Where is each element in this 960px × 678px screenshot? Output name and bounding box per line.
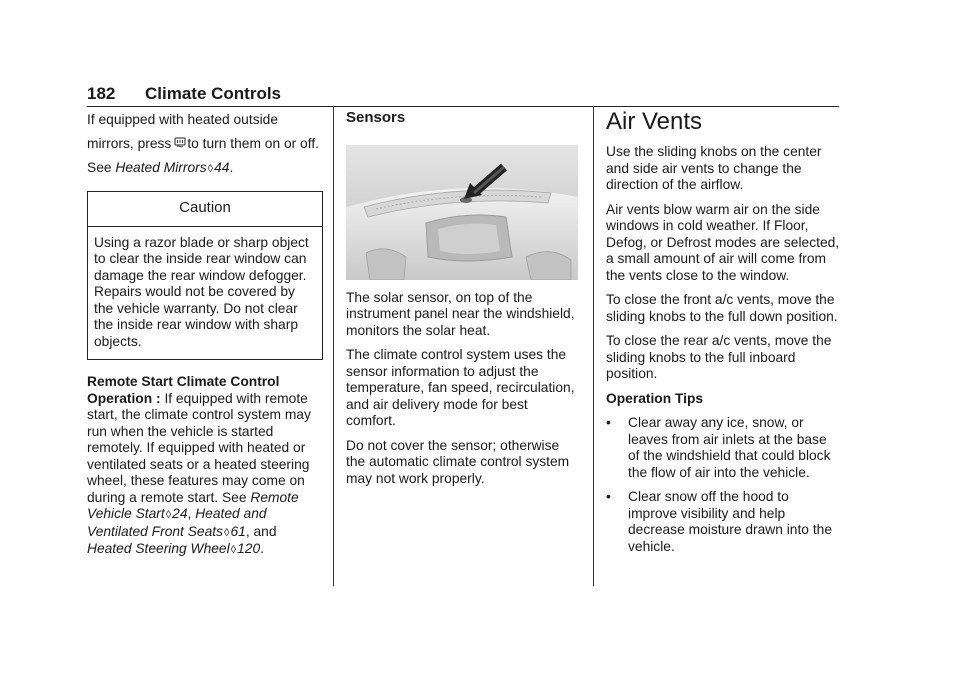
bullet-glyph: • (606, 489, 611, 504)
column-right (606, 108, 840, 563)
column-divider-left (333, 106, 334, 586)
page-ref-arrow: ◊ (207, 163, 214, 175)
page-ref-44[interactable]: 44 (214, 160, 230, 175)
caution-text: Using a razor blade or sharp object to clear the inside rear window can damage the rear window defogger. Repairs would not be covered by the vehicle warranty. Do not clear the inside rear window with sharp objects. (94, 234, 309, 349)
air-vents-paragraph-2: Air vents blow warm air on the side windows in cold weather. If Floor, Defog, or Defrost modes are selected, a small amount of air will come from the vents close to the window. (606, 201, 840, 283)
page-ref-24[interactable]: 24 (172, 506, 188, 521)
heated-mirror-icon (174, 137, 186, 149)
column-left (87, 108, 323, 567)
air-vents-heading: Air Vents (606, 108, 703, 135)
air-vents-paragraph-4: To close the rear a/c vents, move the sliding knobs to the full inboard position. (606, 333, 832, 381)
link-heated-mirrors[interactable]: Heated Mirrors (115, 160, 207, 175)
sensors-heading: Sensors (346, 109, 406, 126)
remote-start-heading: Remote Start Climate Control Operation : (87, 374, 280, 406)
page-ref-120[interactable]: 120 (237, 541, 261, 556)
remote-start-paragraph: Remote Start Climate Control Operation : If equipped with remote start, the climate control system may run when the vehicle is started remotely. If equipped with heated or ventilated seats or a heated steering wheel, these features may come on during a remote start. See Remote Vehicle Start◊24, Heated and Ventilated Front Seats◊61, and Heated Steering Wheel◊120. (87, 374, 311, 556)
link-heated-ventilated-seats[interactable]: Heated and Ventilated Front Seats (87, 506, 267, 539)
page-header (87, 84, 839, 107)
sensors-paragraph-3: Do not cover the sensor; otherwise the automatic climate control system may not work properly. (346, 437, 570, 486)
column-middle (346, 108, 580, 495)
caution-title: Caution (88, 192, 322, 227)
air-vents-paragraph-3: To close the front a/c vents, move the sliding knobs to the full down position. (606, 292, 838, 324)
air-vents-paragraph-1: Use the sliding knobs on the center and side air vents to change the direction of the airflow. (606, 144, 822, 192)
link-heated-steering-wheel[interactable]: Heated Steering Wheel (87, 541, 230, 556)
list-item: • Clear away any ice, snow, or leaves from air inlets at the base of the windshield that could block the flow of air into the vehicle. (606, 415, 831, 480)
link-remote-vehicle-start[interactable]: Remote Vehicle Start (87, 489, 299, 521)
section-title: Climate Controls (145, 84, 282, 103)
column-divider-right (593, 106, 594, 586)
sensors-paragraph-2: The climate control system uses the sensor information to adjust the temperature, fan speed, recirculation, and air delivery mode for best comfort. (346, 347, 575, 428)
list-item: • Clear snow off the hood to improve visibility and help decrease moisture drawn into the vehicle. (606, 489, 832, 554)
page-ref-61[interactable]: 61 (230, 523, 246, 539)
operation-tips-heading: Operation Tips (606, 390, 704, 406)
solar-sensor-illustration (346, 145, 578, 280)
bullet-glyph: • (606, 415, 611, 430)
caution-box (87, 191, 323, 360)
sensors-paragraph-1: The solar sensor, on top of the instrument panel near the windshield, monitors the solar heat. (346, 289, 575, 338)
page-number: 182 (87, 84, 116, 103)
heated-mirrors-paragraph: If equipped with heated outside mirrors, press to turn them on or off. See Heated Mirrors◊44. (87, 112, 319, 175)
